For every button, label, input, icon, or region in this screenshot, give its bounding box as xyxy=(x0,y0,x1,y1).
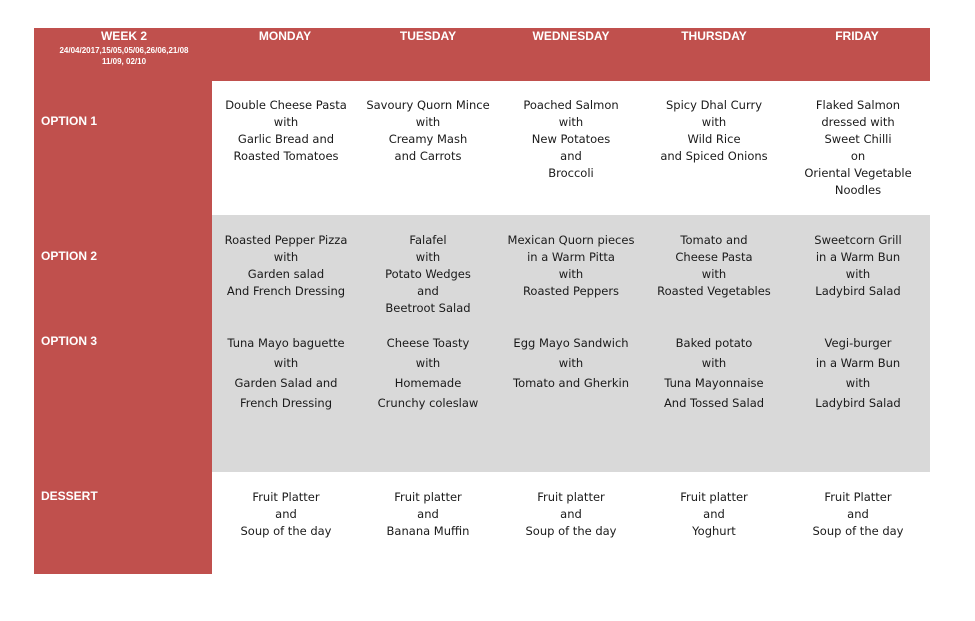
menu-cell-option-2-thursday xyxy=(639,232,789,300)
menu-line: Poached Salmon xyxy=(523,98,619,112)
menu-line: And Tossed Salad xyxy=(663,396,765,410)
menu-cell-option-1-tuesday xyxy=(353,97,503,165)
day-header-tuesday: TUESDAY xyxy=(399,29,457,43)
menu-cell-option-2-monday xyxy=(211,232,361,300)
menu-line: with xyxy=(701,267,727,281)
menu-line: Roasted Vegetables xyxy=(657,284,771,298)
menu-line: with xyxy=(558,356,584,370)
menu-line: Broccoli xyxy=(548,166,594,180)
menu-line: Ladybird Salad xyxy=(815,396,901,410)
menu-line: with xyxy=(273,250,299,264)
menu-line: and xyxy=(560,149,582,163)
menu-line: Sweet Chilli xyxy=(824,132,892,146)
menu-cell-option-3-friday xyxy=(783,333,933,413)
menu-line: and Spiced Onions xyxy=(660,149,768,163)
menu-line: Egg Mayo Sandwich xyxy=(513,336,629,350)
menu-line: with xyxy=(273,356,299,370)
menu-line: Tuna Mayo baguette xyxy=(227,336,345,350)
menu-line: and xyxy=(560,507,582,521)
week-title: WEEK 2 xyxy=(100,29,147,43)
menu-cell-option-2-wednesday xyxy=(496,232,646,300)
menu-line: Yoghurt xyxy=(692,524,736,538)
menu-cell-option-1-thursday xyxy=(639,97,789,165)
menu-line: Fruit platter xyxy=(394,490,462,504)
menu-line: French Dressing xyxy=(239,396,333,410)
menu-cell-option-3-tuesday xyxy=(353,333,503,413)
menu-cell-option-2-tuesday xyxy=(353,232,503,317)
menu-line: Potato Wedges xyxy=(385,267,471,281)
menu-cell-dessert-monday xyxy=(211,489,361,540)
menu-line: in a Warm Pitta xyxy=(527,250,615,264)
menu-line: Soup of the day xyxy=(812,524,904,538)
menu-line: with xyxy=(415,250,441,264)
menu-line: Savoury Quorn Mince xyxy=(366,98,490,112)
menu-line: Sweetcorn Grill xyxy=(814,233,902,247)
row-label-dessert: DESSERT xyxy=(41,489,98,503)
menu-line: Roasted Pepper Pizza xyxy=(224,233,348,247)
menu-line: Noodles xyxy=(834,183,882,197)
menu-line: Roasted Peppers xyxy=(522,284,620,298)
menu-line: and xyxy=(703,507,725,521)
menu-cell-option-3-thursday xyxy=(639,333,789,413)
menu-line: with xyxy=(415,115,441,129)
week-dates-line2: 11/09, 02/10 xyxy=(101,57,147,66)
menu-line: Cheese Pasta xyxy=(675,250,753,264)
menu-line: Cheese Toasty xyxy=(386,336,470,350)
menu-line: in a Warm Bun xyxy=(815,250,901,264)
week-dates-line1: 24/04/2017,15/05,05/06,26/06,21/08 xyxy=(59,46,189,55)
menu-line: with xyxy=(558,267,584,281)
day-header-thursday: THURSDAY xyxy=(681,29,747,43)
menu-line: Oriental Vegetable xyxy=(804,166,912,180)
menu-cell-dessert-tuesday xyxy=(353,489,503,540)
day-header-wednesday: WEDNESDAY xyxy=(532,29,610,43)
menu-line: Tuna Mayonnaise xyxy=(664,376,764,390)
menu-line: Flaked Salmon xyxy=(815,98,901,112)
menu-line: Banana Muffin xyxy=(386,524,470,538)
menu-cell-option-3-monday xyxy=(211,333,361,413)
menu-line: Ladybird Salad xyxy=(815,284,901,298)
row-label-option-1: OPTION 1 xyxy=(41,114,98,128)
menu-cell-option-3-wednesday xyxy=(496,333,646,393)
menu-table xyxy=(34,28,930,574)
menu-line: with xyxy=(701,115,727,129)
menu-cell-dessert-wednesday xyxy=(496,489,646,540)
menu-line: Homemade xyxy=(394,376,462,390)
menu-line: Garden salad xyxy=(247,267,325,281)
menu-line: Spicy Dhal Curry xyxy=(666,98,762,112)
menu-line: and Carrots xyxy=(394,149,462,163)
menu-line: Wild Rice xyxy=(687,132,741,146)
menu-line: with xyxy=(845,267,871,281)
menu-line: Fruit platter xyxy=(537,490,605,504)
menu-line: Tomato and xyxy=(680,233,748,247)
row-label-option-3: OPTION 3 xyxy=(41,334,98,348)
menu-line: Beetroot Salad xyxy=(385,301,471,315)
menu-line: and xyxy=(847,507,869,521)
row-label-option-2: OPTION 2 xyxy=(41,249,98,263)
menu-line: Garlic Bread and xyxy=(237,132,335,146)
menu-line: Garden Salad and xyxy=(234,376,338,390)
menu-line: on xyxy=(850,149,866,163)
menu-line: Mexican Quorn pieces xyxy=(507,233,635,247)
menu-cell-option-1-monday xyxy=(211,97,361,165)
menu-line: with xyxy=(701,356,727,370)
menu-line: And French Dressing xyxy=(226,284,346,298)
menu-line: Vegi-burger xyxy=(824,336,892,350)
menu-line: New Potatoes xyxy=(531,132,611,146)
menu-line: in a Warm Bun xyxy=(815,356,901,370)
menu-line: Double Cheese Pasta xyxy=(225,98,347,112)
menu-line: with xyxy=(415,356,441,370)
menu-line: Soup of the day xyxy=(525,524,617,538)
menu-line: Fruit Platter xyxy=(252,490,320,504)
day-header-monday: MONDAY xyxy=(258,29,312,43)
day-header-friday: FRIDAY xyxy=(835,29,879,43)
menu-cell-option-2-friday xyxy=(783,232,933,300)
menu-line: Fruit Platter xyxy=(824,490,892,504)
menu-line: and xyxy=(275,507,297,521)
menu-cell-option-1-wednesday xyxy=(496,97,646,182)
menu-line: and xyxy=(417,507,439,521)
menu-line: with xyxy=(273,115,299,129)
menu-cell-dessert-thursday xyxy=(639,489,789,540)
menu-line: Crunchy coleslaw xyxy=(377,396,479,410)
menu-line: dressed with xyxy=(821,115,895,129)
menu-line: Tomato and Gherkin xyxy=(513,376,629,390)
week-dates xyxy=(34,45,214,67)
menu-line: Roasted Tomatoes xyxy=(233,149,339,163)
menu-cell-option-1-friday xyxy=(783,97,933,199)
menu-line: and xyxy=(417,284,439,298)
menu-line: with xyxy=(845,376,871,390)
menu-line: Creamy Mash xyxy=(388,132,468,146)
menu-cell-dessert-friday xyxy=(783,489,933,540)
menu-line: Baked potato xyxy=(675,336,753,350)
menu-line: with xyxy=(558,115,584,129)
menu-line: Soup of the day xyxy=(240,524,332,538)
menu-line: Falafel xyxy=(409,233,447,247)
menu-line: Fruit platter xyxy=(680,490,748,504)
